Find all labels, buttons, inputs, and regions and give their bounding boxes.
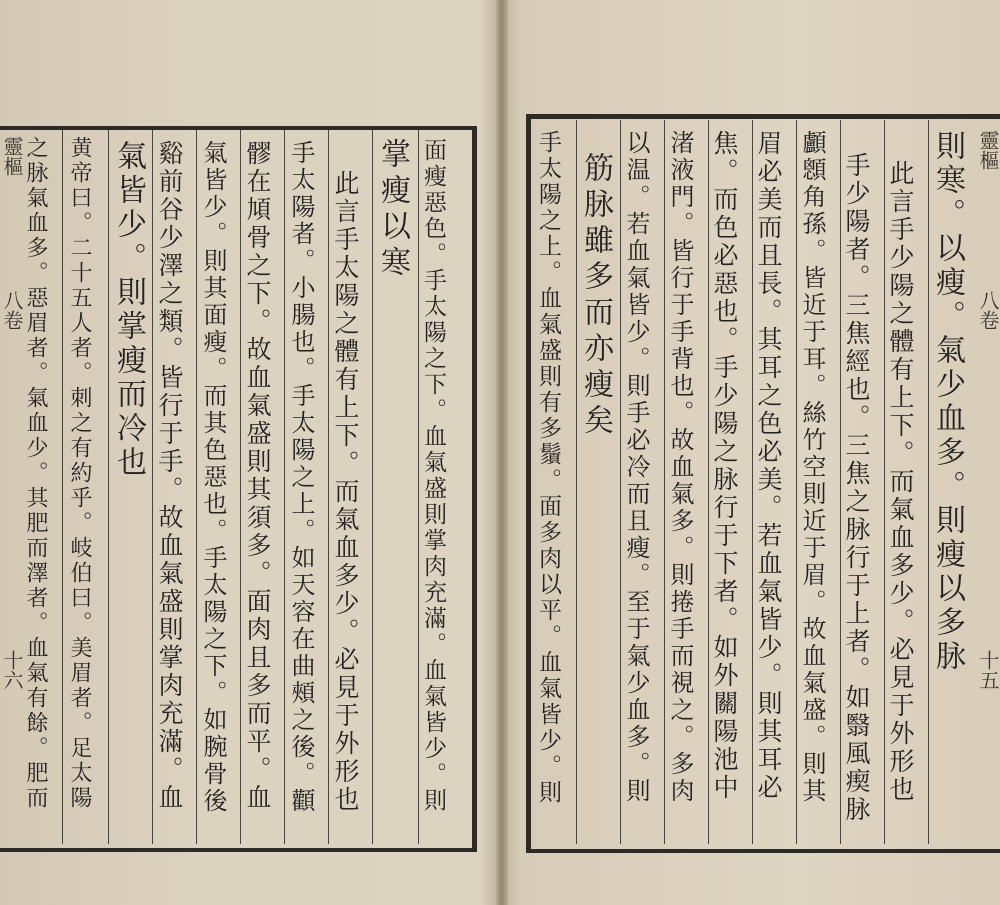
left-column-5: 髎在頄骨之下。故血氣盛則其須多。面肉且多而平。血 (243, 140, 272, 812)
right-column-8: 以温。若血氣皆少。則手必冷而且瘦。至于氣少血多。則 (622, 130, 650, 805)
left-column-1: 面瘦惡色。手太陽之下。血氣盛則掌肉充滿。血氣皆少。則 (420, 138, 446, 814)
left-frame-label-side: 八卷 (0, 290, 24, 330)
right-column-5: 眉必美而且長。其耳之色必美。若血氣皆少。則其耳必 (754, 130, 783, 802)
right-column-1: 則寒。以瘦。氣少血多。則瘦以多脉 (930, 130, 965, 674)
left-column-6: 氣皆少。則其面瘦。而其色惡也。手太陽之下。如腕骨後 (199, 140, 227, 815)
right-column-7: 渚液門。皆行于手背也。故血氣多。則捲手而視之。多肉 (666, 130, 694, 805)
left-column-7: 谿前谷少澤之類。皆行于手。故血氣盛則掌肉充滿。血 (155, 140, 184, 812)
left-column-8: 氣皆少。則掌瘦而冷也 (111, 140, 146, 480)
right-folio-number: 十五 (976, 650, 1000, 690)
right-column-6: 焦。而色必惡也。手少陽之脉行于下者。如外關陽池中 (710, 130, 739, 802)
left-frame-label-top: 靈樞 (0, 136, 24, 176)
left-column-2: 掌瘦以寒 (375, 138, 410, 282)
left-column-3: 此言手太陽之體有上下。而氣血多少。必見于外形也 (331, 170, 360, 814)
right-frame-label-top: 靈樞 (976, 130, 1000, 170)
right-frame-label-side: 八卷 (976, 290, 1000, 330)
left-page (0, 0, 498, 905)
left-folio-number: 十六 (0, 650, 24, 690)
right-column-4: 顱顖角孫。皆近于耳。絲竹空則近于眉。故血氣盛。則其 (798, 130, 826, 805)
left-column-9: 黄帝曰。二十五人者。刺之有約乎。岐伯曰。美眉者。足太陽 (67, 136, 92, 811)
right-column-3: 手少陽者。三焦經也。三焦之脉行于上者。如翳風瘈脉 (842, 152, 871, 824)
right-column-9: 筋脉雖多而亦瘦矣 (578, 152, 613, 440)
right-column-2: 此言手少陽之體有上下。而氣血多少。必見于外形也 (886, 160, 915, 804)
left-column-4: 手太陽者。小腸也。手太陽之上。如天容在曲頰之後。顴 (287, 140, 315, 815)
right-column-10: 手太陽之上。血氣盛則有多鬚。面多肉以平。血氣皆少。則 (535, 130, 561, 806)
left-column-10: 之脉氣血多。惡眉者。氣血少。其肥而澤者。血氣有餘。肥而 (23, 136, 48, 811)
right-page (508, 0, 1000, 905)
